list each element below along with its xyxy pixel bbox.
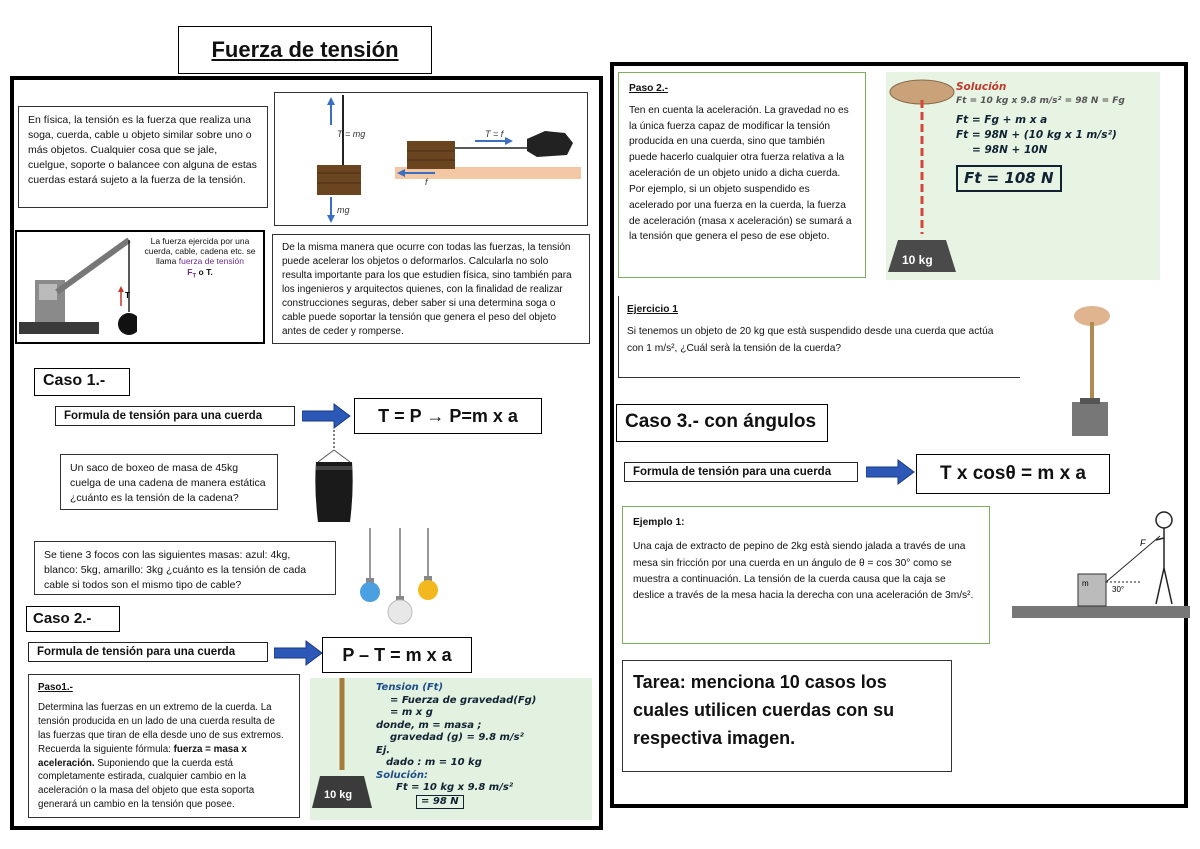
board-line-2: = Fuerza de gravedad(Fg)	[390, 694, 537, 706]
caso2-weight-label: 10 kg	[324, 789, 353, 801]
caso1-arrow-icon	[302, 403, 352, 429]
hand-rope-weight-icon	[1062, 302, 1122, 440]
caso1-formula-label: Formula de tensión para una cuerda	[55, 406, 295, 426]
board-line-4: donde, m = masa ;	[376, 719, 482, 731]
light-bulbs-icon	[350, 528, 450, 630]
crane-box	[15, 230, 265, 344]
crane-caption-a: La fuerza ejercida por una cuerda, cable, cadena etc. se llama	[144, 236, 256, 267]
caso3-formula: T x cosθ = m x a	[916, 454, 1110, 494]
angle-diagram-icon	[1012, 508, 1192, 624]
p2-line-5: = 98N + 10N	[972, 143, 1048, 156]
board-line-8: Solución:	[376, 769, 428, 781]
caso3-arrow-icon	[866, 459, 916, 485]
rope-weight-icon	[886, 72, 966, 280]
intro-text: En física, la tensión es la fuerza que realiza una soga, cuerda, cable u objeto similar sobre uno o más objetos. Cualquier cosa que se jale, cuelgue, soporte o balancee con alguna de estas cuerdas estará sujeto a la fuerza de la tensión.	[18, 106, 268, 208]
crane-caption-sub: T	[192, 273, 197, 280]
hanging-weight-icon	[310, 678, 380, 820]
caso2-formula-label: Formula de tensión para una cuerda	[28, 642, 268, 662]
board-line-6: Ej.	[376, 744, 391, 756]
diag-m-label: m	[1082, 579, 1089, 588]
p2-line-4: Ft = 98N + (10 kg x 1 m/s²)	[956, 128, 1117, 141]
caso2-title: Caso 2.-	[26, 606, 120, 632]
diag-f-label: F	[1140, 538, 1146, 548]
same-way-text: De la misma manera que ocurre con todas las fuerzas, la tensión puede acelerar los objetos o deformarlos. Calcularla no solo resulta importante para los que estudien física, sino también para los ingenieros y arquitectos quienes, con la finalidad de realizar construcciones seguras, deber saber si una determina soga o cable puede soportar la tensión que genera el peso del objeto antes de ceder y romperse.	[272, 234, 590, 344]
caso1-problem2: Se tiene 3 focos con las siguientes masas: azul: 4kg, blanco: 5kg, amarillo: 3kg ¿cuánto es la tensión de cada cable si todos son el mismo tipo de cable?	[34, 541, 336, 595]
crane-icon	[17, 232, 137, 342]
caso2-board-text	[376, 682, 590, 809]
board-line-1: Tension (Ft)	[376, 682, 444, 693]
t-f-label: T = f	[485, 129, 504, 139]
caso1-formula: T = P → P=m x a	[354, 398, 542, 434]
crane-caption-d: o T.	[196, 266, 213, 277]
ejercicio1-text: Si tenemos un objeto de 20 kg que està suspendido desde una cuerda que actúa con 1 m/s², ¿Cuál serà la tensión de la cuerda?	[627, 326, 994, 354]
p2-line-2: Ft = 10 kg x 9.8 m/s² = 98 N = Fg	[956, 95, 1125, 106]
board-line-10: = 98 N	[416, 795, 464, 810]
board-line-7: dado : m = 10 kg	[386, 757, 482, 768]
t-mg-label: T = mg	[337, 129, 366, 139]
crane-t-label: T	[125, 291, 130, 300]
p2-line-3: Ft = Fg + m x a	[956, 114, 1048, 127]
paso2-text: Ten en cuenta la aceleración. La gravedad no es la única fuerza capaz de modificar la tensión producida en una cuerda, sino que también puede hacerlo cualquier otra fuerza relativa a la aceleración de un objeto unido a dicha cuerda. Por ejemplo, si un objeto suspendido es acelerado por una fuerza en la cuerda, la fuerza de aceleración (masa x aceleración) se sumará a la tensión que genera el peso de ese objeto.	[629, 104, 852, 243]
board-line-9: Ft = 10 kg x 9.8 m/s²	[396, 782, 514, 793]
caso3-formula-label: Formula de tensión para una cuerda	[624, 462, 858, 482]
caso2-board	[310, 678, 592, 820]
page-title: Fuerza de tensión	[178, 26, 432, 74]
paso1-text-a: Determina las fuerzas en un extremo de la cuerda. La tensión producida en un lado de una cuerda resulta de las fuerzas que tiran de ella desde uno de sus extremos. Recuerda la siguiente fórmula:	[38, 701, 284, 755]
force-diagram	[274, 92, 588, 226]
caso3-title: Caso 3.- con ángulos	[616, 404, 828, 442]
p2-line-1: Solución	[956, 81, 1007, 93]
mg-label: mg	[337, 205, 350, 215]
caso1-problem1: Un saco de boxeo de masa de 45kg cuelga de una cadena de manera estática ¿cuánto es la tensión de la cadena?	[60, 454, 278, 510]
caso2-formula: P – T = m x a	[322, 637, 472, 673]
ejercicio1-title: Ejercicio 1	[627, 304, 678, 315]
crane-caption-b: fuerza de tensión	[178, 256, 244, 267]
paso1-text-b: Suponiendo que la cuerda está completamente estirada, cualquier cambio en la aceleración o la masa del objeto que esta soporta generará un cambio en la tensión que posee.	[38, 757, 255, 811]
ejemplo1-title: Ejemplo 1:	[633, 517, 685, 528]
caso3-ejemplo	[622, 506, 990, 644]
caso1-title: Caso 1.-	[34, 368, 130, 396]
caso2-arrow-icon	[274, 640, 324, 666]
board-line-5: gravedad (g) = 9.8 m/s²	[390, 732, 524, 743]
caso2-paso1	[28, 674, 300, 818]
paso2-board-text	[956, 80, 1156, 192]
paso2-board	[886, 72, 1160, 280]
diag-angle-label: 30°	[1112, 585, 1125, 594]
tarea-box: Tarea: menciona 10 casos los cuales utilicen cuerdas con su respectiva imagen.	[622, 660, 952, 772]
paso2-box	[618, 72, 866, 278]
paso1-bold: fuerza = masa x aceleración.	[38, 743, 247, 769]
punching-bag-icon	[304, 430, 364, 530]
crane-caption-c: F	[187, 266, 193, 277]
paso2-title: Paso 2.-	[629, 83, 669, 94]
paso2-weight-label: 10 kg	[902, 253, 933, 267]
crane-caption	[141, 236, 259, 280]
force-diagram-svg	[275, 93, 586, 224]
board-line-3: = m x g	[390, 707, 433, 718]
ejemplo1-text: Una caja de extracto de pepino de 2kg està siendo jalada a través de una mesa sin fricción por una cuerda en un ángulo de θ = cos 30° como se muestra a continuación. La tensión de la cuerda causa que la caja se deslice a través de la mesa hacia la derecha con una aceleración de 3m/s².	[633, 541, 974, 602]
ejercicio1-box	[618, 296, 1020, 378]
p2-line-6: Ft = 108 N	[956, 165, 1062, 192]
f-label: f	[425, 177, 428, 187]
paso1-title: Paso1.-	[38, 682, 73, 693]
